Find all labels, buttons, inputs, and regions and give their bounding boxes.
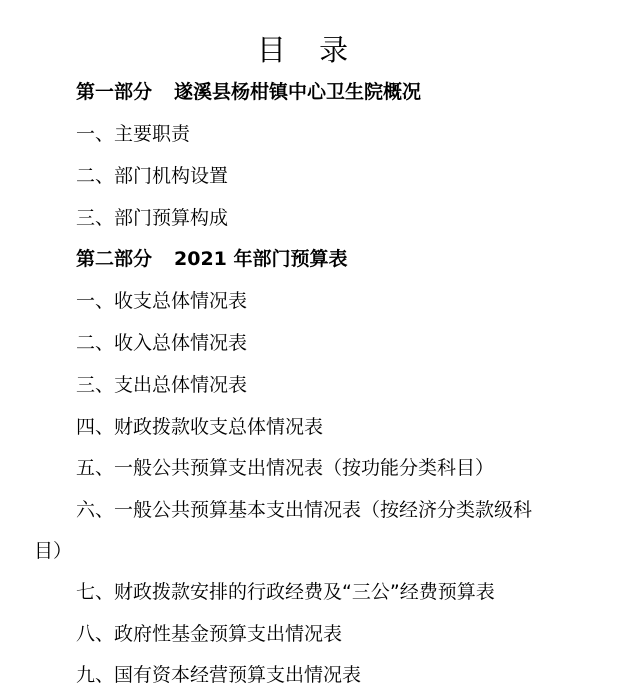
toc-item-part2-8: 八、政府性基金预算支出情况表 (76, 623, 343, 645)
toc-item-part1-3: 三、部门预算构成 (76, 207, 229, 229)
part1-heading (76, 80, 421, 104)
toc-item-part1-1: 一、主要职责 (76, 123, 191, 145)
toc-item-part2-6: 六、一般公共预算基本支出情况表（按经济分类款级科 (76, 499, 533, 521)
toc-item-part2-3: 三、支出总体情况表 (76, 374, 248, 396)
toc-item-part2-2: 二、收入总体情况表 (76, 332, 248, 354)
part2-prefix: 第二部分 (76, 248, 153, 270)
toc-item-part2-4: 四、财政拨款收支总体情况表 (76, 416, 324, 438)
toc-item-part2-7: 七、财政拨款安排的行政经费及“三公”经费预算表 (76, 581, 495, 603)
toc-item-part1-2: 二、部门机构设置 (76, 165, 229, 187)
toc-item-part2-9: 九、国有资本经营预算支出情况表 (76, 664, 362, 686)
part2-text: 2021 年部门预算表 (174, 248, 348, 270)
part1-text: 遂溪县杨柑镇中心卫生院概况 (174, 81, 422, 103)
toc-title: 目 录 (256, 33, 361, 67)
toc-item-part2-5: 五、一般公共预算支出情况表（按功能分类科目） (76, 457, 495, 479)
part1-prefix: 第一部分 (76, 81, 153, 103)
toc-item-part2-6-continued: 目） (34, 540, 73, 562)
toc-item-part2-1: 一、收支总体情况表 (76, 290, 248, 312)
part2-heading (76, 247, 348, 271)
